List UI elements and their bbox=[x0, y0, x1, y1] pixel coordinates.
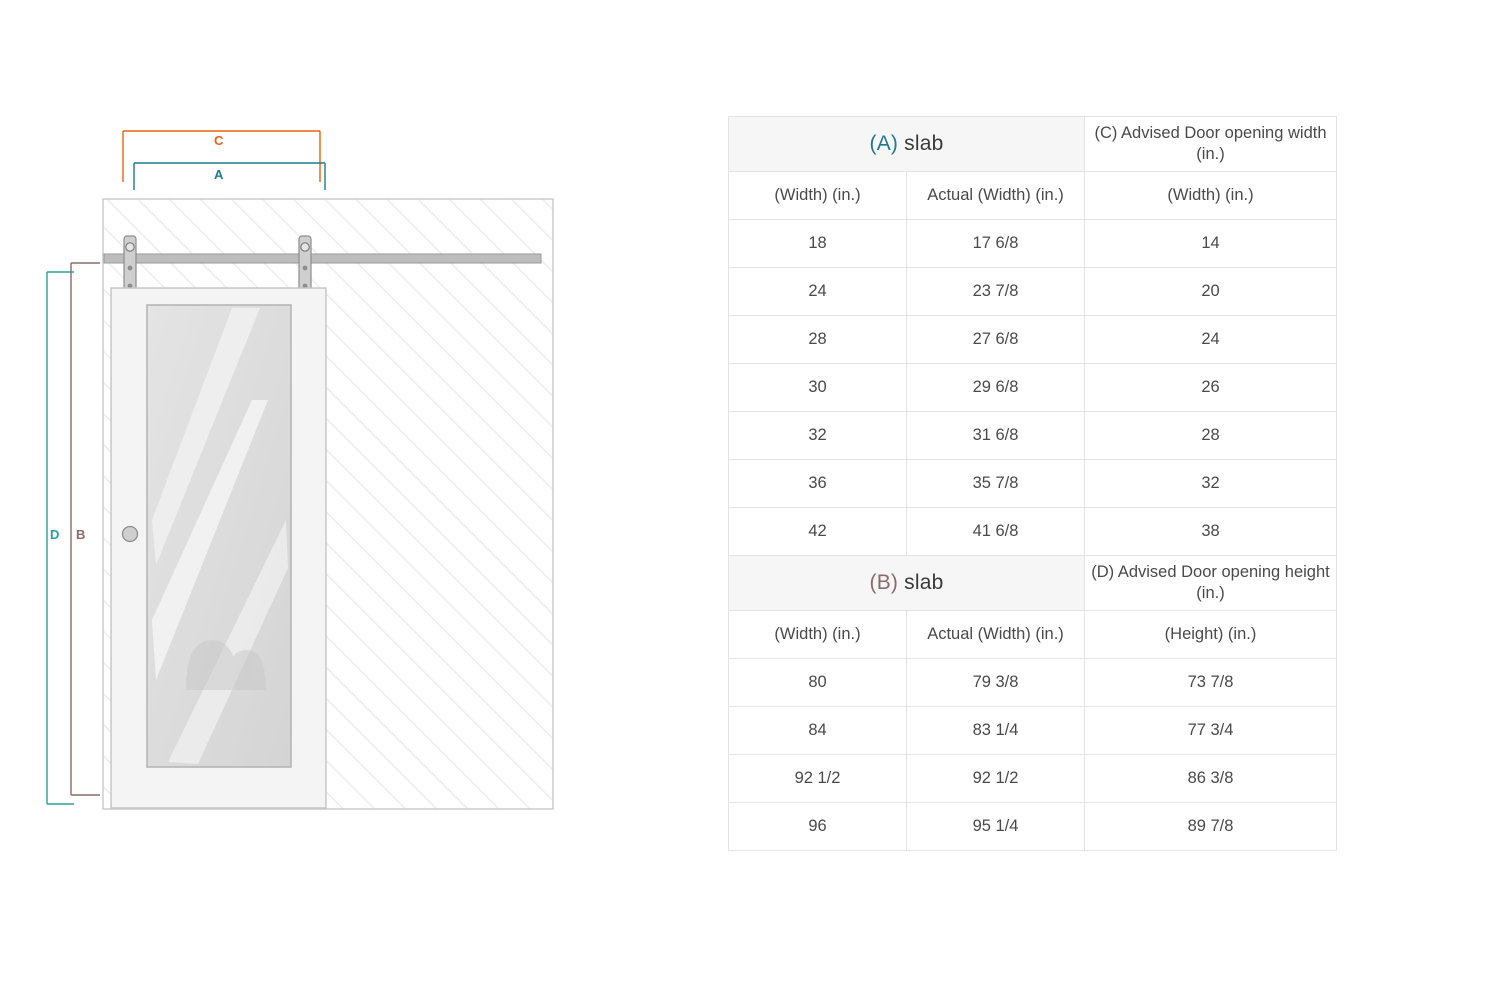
group-c-title-cell: (C) Advised Door opening width (in.) bbox=[1085, 117, 1337, 172]
table-row bbox=[729, 508, 1337, 556]
cell-d-height: 86 3/8 bbox=[1085, 755, 1337, 803]
label-c: C bbox=[214, 133, 224, 148]
cell-c-width: 26 bbox=[1085, 364, 1337, 412]
cell-a-actual: 35 7/8 bbox=[907, 460, 1085, 508]
cell-a-actual: 29 6/8 bbox=[907, 364, 1085, 412]
table-row bbox=[729, 316, 1337, 364]
subheader-b-actual-width: Actual (Width) (in.) bbox=[907, 611, 1085, 659]
cell-b-actual: 83 1/4 bbox=[907, 707, 1085, 755]
group-d-title-cell: (D) Advised Door opening height (in.) bbox=[1085, 556, 1337, 611]
cell-a-actual: 31 6/8 bbox=[907, 412, 1085, 460]
dimension-spec-table bbox=[728, 116, 1336, 851]
table-row bbox=[729, 460, 1337, 508]
table-row bbox=[729, 755, 1337, 803]
door-dimension-diagram bbox=[0, 0, 700, 1000]
cell-a-width: 32 bbox=[729, 412, 907, 460]
cell-a-width: 36 bbox=[729, 460, 907, 508]
label-b: B bbox=[76, 527, 86, 542]
group-a-title-cell bbox=[729, 117, 1085, 172]
cell-b-width: 80 bbox=[729, 659, 907, 707]
table-row bbox=[729, 364, 1337, 412]
cell-b-actual: 92 1/2 bbox=[907, 755, 1085, 803]
cell-b-actual: 79 3/8 bbox=[907, 659, 1085, 707]
cell-a-width: 30 bbox=[729, 364, 907, 412]
subheader-c-width: (Width) (in.) bbox=[1085, 172, 1337, 220]
table-row bbox=[729, 268, 1337, 316]
cell-a-actual: 17 6/8 bbox=[907, 220, 1085, 268]
cell-a-width: 18 bbox=[729, 220, 907, 268]
barn-door-track bbox=[104, 254, 541, 263]
cell-a-width: 24 bbox=[729, 268, 907, 316]
subheader-b-width: (Width) (in.) bbox=[729, 611, 907, 659]
group-a-label: slab bbox=[904, 131, 944, 155]
cell-b-width: 92 1/2 bbox=[729, 755, 907, 803]
table-row bbox=[729, 220, 1337, 268]
cell-c-width: 28 bbox=[1085, 412, 1337, 460]
label-a: A bbox=[214, 167, 224, 182]
group-b-title-cell bbox=[729, 556, 1085, 611]
subheader-a-actual-width: Actual (Width) (in.) bbox=[907, 172, 1085, 220]
cell-d-height: 73 7/8 bbox=[1085, 659, 1337, 707]
group-b-tag: (B) bbox=[869, 570, 899, 594]
cell-d-height: 77 3/4 bbox=[1085, 707, 1337, 755]
cell-a-actual: 27 6/8 bbox=[907, 316, 1085, 364]
cell-d-height: 89 7/8 bbox=[1085, 803, 1337, 851]
cell-c-width: 32 bbox=[1085, 460, 1337, 508]
subheader-d-height: (Height) (in.) bbox=[1085, 611, 1337, 659]
label-d: D bbox=[50, 527, 60, 542]
dimension-a bbox=[134, 163, 325, 190]
group-header-row-a bbox=[729, 117, 1337, 172]
cell-c-width: 24 bbox=[1085, 316, 1337, 364]
cell-a-actual: 41 6/8 bbox=[907, 508, 1085, 556]
spec-table-body bbox=[729, 117, 1337, 851]
cell-a-width: 42 bbox=[729, 508, 907, 556]
group-b-label: slab bbox=[904, 570, 944, 594]
table-row bbox=[729, 803, 1337, 851]
table-row bbox=[729, 659, 1337, 707]
spec-table bbox=[728, 116, 1337, 851]
cell-c-width: 14 bbox=[1085, 220, 1337, 268]
subheader-a-width: (Width) (in.) bbox=[729, 172, 907, 220]
cell-c-width: 20 bbox=[1085, 268, 1337, 316]
cell-a-actual: 23 7/8 bbox=[907, 268, 1085, 316]
cell-b-width: 84 bbox=[729, 707, 907, 755]
cell-b-actual: 95 1/4 bbox=[907, 803, 1085, 851]
subheader-row-a bbox=[729, 172, 1337, 220]
table-row bbox=[729, 707, 1337, 755]
cell-a-width: 28 bbox=[729, 316, 907, 364]
diagram-svg bbox=[0, 0, 700, 1000]
group-a-tag: (A) bbox=[869, 131, 899, 155]
table-row bbox=[729, 412, 1337, 460]
door-slab bbox=[111, 288, 326, 808]
cell-c-width: 38 bbox=[1085, 508, 1337, 556]
subheader-row-b bbox=[729, 611, 1337, 659]
cell-b-width: 96 bbox=[729, 803, 907, 851]
group-header-row-b bbox=[729, 556, 1337, 611]
